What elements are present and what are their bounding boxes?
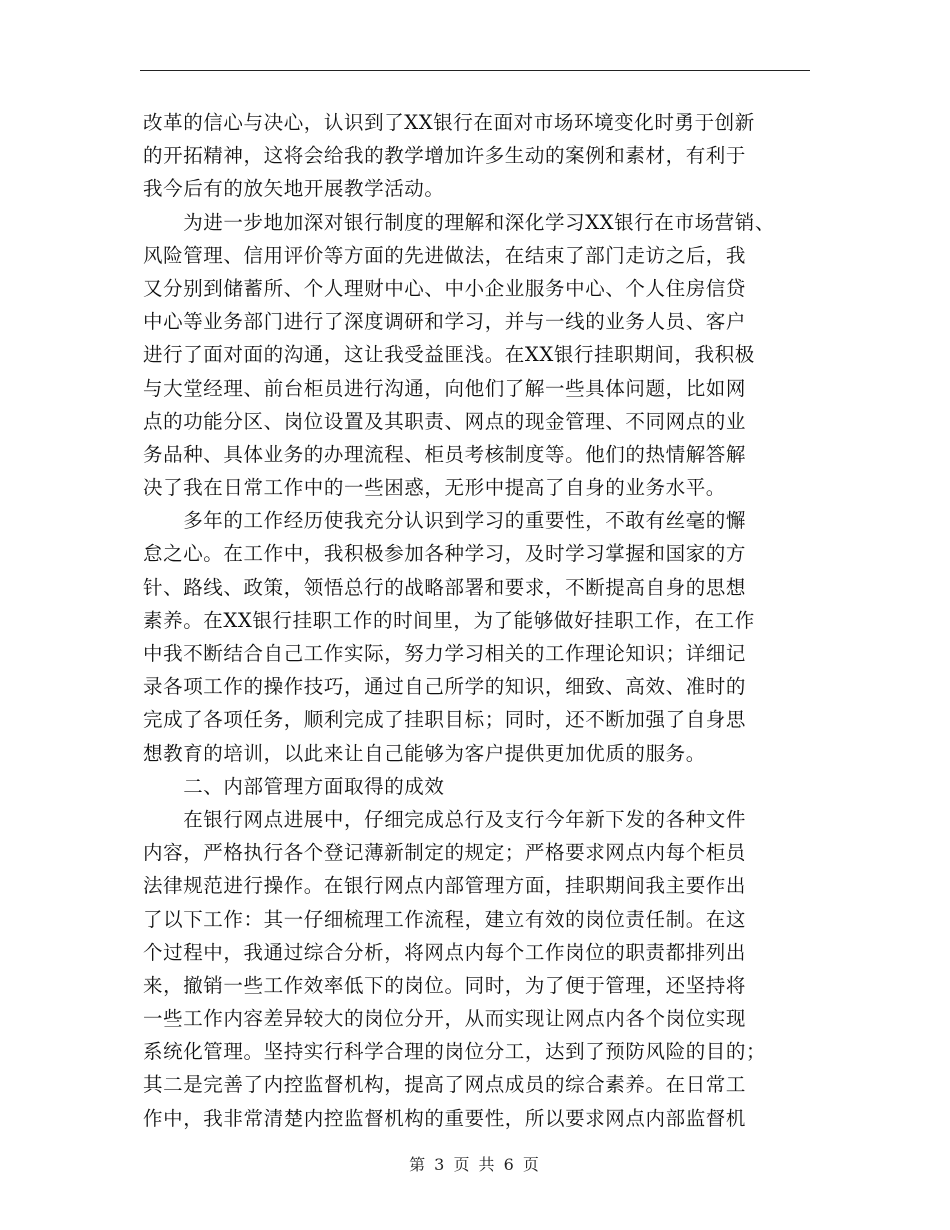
text-line: 法律规范进行操作。在银行网点内部管理方面，挂职期间我主要作出 bbox=[143, 874, 747, 898]
text-line: 针、路线、政策，领悟总行的战略部署和要求，不断提高自身的思想 bbox=[143, 575, 747, 599]
text-line: 风险管理、信用评价等方面的先进做法，在结束了部门走访之后，我 bbox=[143, 243, 747, 267]
text-line: 中心等业务部门进行了深度调研和学习，并与一线的业务人员、客户 bbox=[143, 310, 747, 334]
text-line: 内容，严格执行各个登记薄新制定的规定；严格要求网点内每个柜员 bbox=[143, 841, 747, 865]
text-line: 我今后有的放矢地开展教学活动。 bbox=[143, 177, 445, 201]
text-line: 中我不断结合自己工作实际，努力学习相关的工作理论知识；详细记 bbox=[143, 642, 747, 665]
text-line: 录各项工作的操作技巧，通过自己所学的知识，细致、高效、准时的 bbox=[143, 675, 747, 699]
body-text bbox=[143, 106, 843, 1135]
text-line: 改革的信心与决心，认识到了XX银行在面对市场环境变化时勇于创新 bbox=[143, 111, 755, 134]
text-line: 完成了各项任务，顺利完成了挂职目标；同时，还不断加强了自身思 bbox=[143, 708, 747, 732]
text-line: 进行了面对面的沟通，这让我受益匪浅。在XX银行挂职期间，我积极 bbox=[143, 343, 755, 367]
text-line: 多年的工作经历使我充分认识到学习的重要性，不敢有丝毫的懈 bbox=[143, 509, 747, 533]
text-line: 想教育的培训，以此来让自己能够为客户提供更加优质的服务。 bbox=[143, 741, 706, 765]
text-line: 素养。在XX银行挂职工作的时间里，为了能够做好挂职工作，在工作 bbox=[143, 608, 755, 632]
section-heading: 二、内部管理方面取得的成效 bbox=[143, 774, 445, 798]
text-line: 点的功能分区、岗位设置及其职责、网点的现金管理、不同网点的业 bbox=[143, 409, 747, 433]
text-line: 又分别到储蓄所、个人理财中心、中小企业服务中心、个人住房信贷 bbox=[143, 276, 747, 300]
page-number-footer: 第 3 页 共 6 页 bbox=[409, 1155, 541, 1174]
text-line: 务品种、具体业务的办理流程、柜员考核制度等。他们的热情解答解 bbox=[143, 442, 747, 466]
text-line: 作中，我非常清楚内控监督机构的重要性，所以要求网点内部监督机 bbox=[143, 1106, 747, 1130]
text-line: 系统化管理。坚持实行科学合理的岗位分工，达到了预防风险的目的； bbox=[143, 1040, 767, 1064]
text-line: 的开拓精神，这将会给我的教学增加许多生动的案例和素材，有利于 bbox=[143, 144, 747, 168]
text-line: 与大堂经理、前台柜员进行沟通，向他们了解一些具体问题，比如网 bbox=[143, 376, 747, 400]
text-line: 个过程中，我通过综合分析，将网点内每个工作岗位的职责都排列出 bbox=[143, 940, 747, 964]
text-line: 来，撤销一些工作效率低下的岗位。同时，为了便于管理，还坚持将 bbox=[143, 973, 747, 997]
text-line: 其二是完善了内控监督机构，提高了网点成员的综合素养。在日常工 bbox=[143, 1073, 747, 1097]
header-rule bbox=[140, 70, 810, 71]
text-line: 了以下工作：其一仔细梳理工作流程，建立有效的岗位责任制。在这 bbox=[143, 907, 747, 931]
text-line: 在银行网点进展中，仔细完成总行及支行今年新下发的各种文件 bbox=[143, 807, 747, 831]
text-line: 决了我在日常工作中的一些困惑，无形中提高了自身的业务水平。 bbox=[143, 476, 726, 500]
text-line: 为进一步地加深对银行制度的理解和深化学习XX银行在市场营销、 bbox=[143, 210, 775, 234]
text-line: 怠之心。在工作中，我积极参加各种学习，及时学习掌握和国家的方 bbox=[143, 542, 747, 566]
text-line: 一些工作内容差异较大的岗位分开，从而实现让网点内各个岗位实现 bbox=[143, 1007, 747, 1031]
